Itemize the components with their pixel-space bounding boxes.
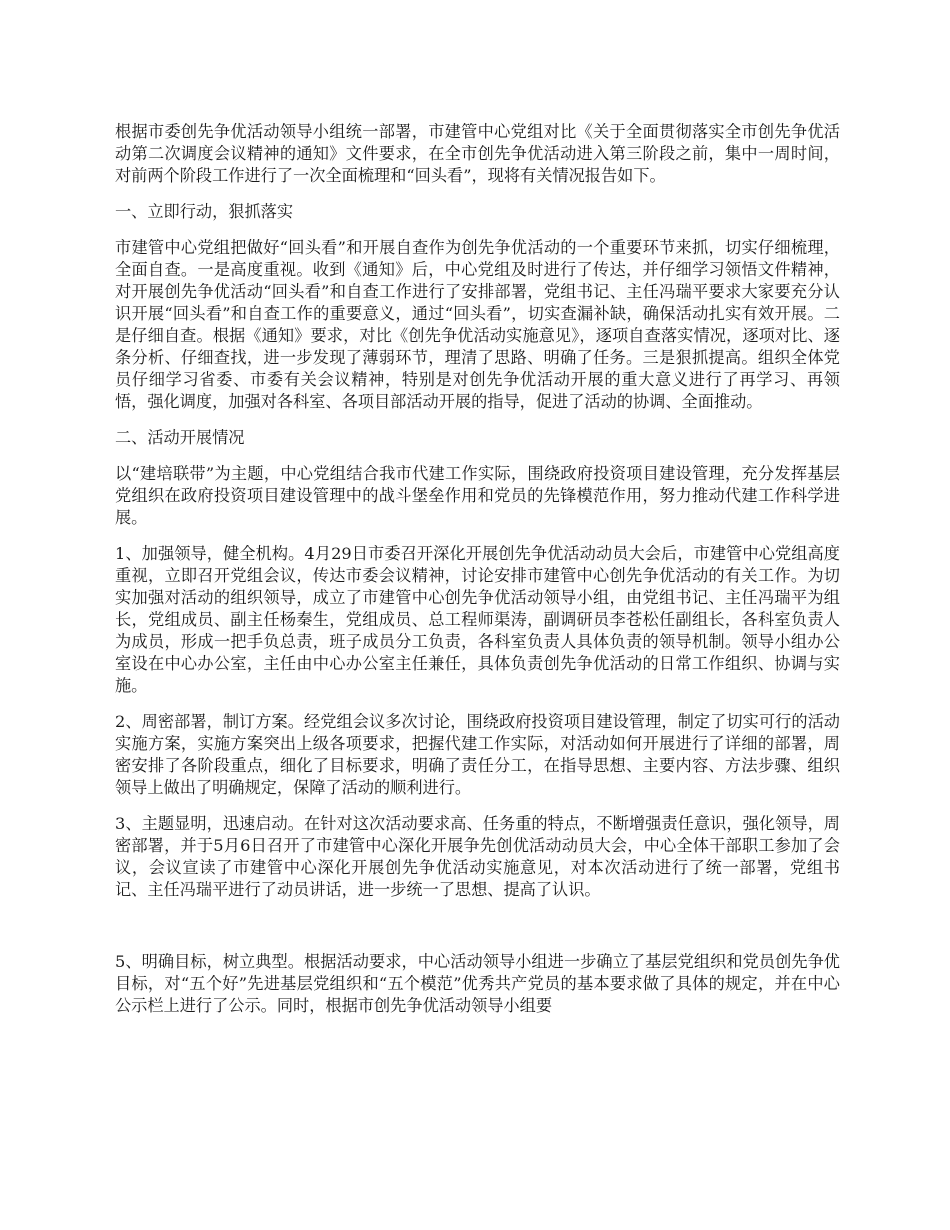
item-2-paragraph: 2、周密部署，制订方案。经党组会议多次讨论，围绕政府投资项目建设管理，制定了切实可行的活动实施方案，实施方案突出上级各项要求，把握代建工作实际，对活动如何开展进行了详细的部署，周密安排了各阶段重点，细化了目标要求，明确了责任分工，在指导思想、主要内容、方法步骤、组织领导上做出了明确规定，保障了活动的顺利进行。 xyxy=(115,712,840,797)
document-page xyxy=(115,121,840,1031)
blank-gap xyxy=(115,915,840,951)
section-2-heading: 二、活动开展情况 xyxy=(115,428,245,447)
item-3-paragraph: 3、主题显明，迅速启动。在针对这次活动要求高、任务重的特点，不断增强责任意识，强化领导，周密部署，并于5月6日召开了市建管中心深化开展争先创优活动动员大会，中心全体干部职工参加了会议，会议宣读了市建管中心深化开展创先争优活动实施意见，对本次活动进行了统一部署，党组书记、主任冯瑞平进行了动员讲话，进一步统一了思想、提高了认识。 xyxy=(115,814,840,899)
section-2-intro-paragraph: 以“建培联带”为主题，中心党组结合我市代建工作实际，围绕政府投资项目建设管理，充分发挥基层党组织在政府投资项目建设管理中的战斗堡垒作用和党员的先锋模范作用，努力推动代建工作科学进展。 xyxy=(115,464,840,527)
item-1-paragraph: 1、加强领导，健全机构。4月29日市委召开深化开展创先争优活动动员大会后，市建管中心党组高度重视，立即召开党组会议，传达市委会议精神，讨论安排市建管中心创先争优活动的有关工作。为切实加强对活动的组织领导，成立了市建管中心创先争优活动领导小组，由党组书记、主任冯瑞平为组长，党组成员、副主任杨秦生，党组成员、总工程师渠涛，副调研员李苍松任副组长，各科室负责人为成员，形成一把手负总责，班子成员分工负责，各科室负责人具体负责的领导机制。领导小组办公室设在中心办公室，主任由中心办公室主任兼任，具体负责创先争优活动的日常工作组织、协调与实施。 xyxy=(115,544,840,695)
section-1-paragraph: 市建管中心党组把做好“回头看”和开展自查作为创先争优活动的一个重要环节来抓，切实仔细梳理，全面自查。一是高度重视。收到《通知》后，中心党组及时进行了传达，并仔细学习领悟文件精神，对开展创先争优活动“回头看”和自查工作进行了安排部署，党组书记、主任冯瑞平要求大家要充分认识开展“回头看”和自查工作的重要意义，通过“回头看”，切实查漏补缺，确保活动扎实有效开展。二是仔细自查。根据《通知》要求，对比《创先争优活动实施意见》，逐项自查落实情况，逐项对比、逐条分析、仔细查找，进一步发现了薄弱环节，理清了思路、明确了任务。三是狠抓提高。组织全体党员仔细学习省委、市委有关会议精神，特别是对创先争优活动开展的重大意义进行了再学习、再领悟，强化调度，加强对各科室、各项目部活动开展的指导，促进了活动的协调、全面推动。 xyxy=(115,238,840,411)
section-1-heading: 一、立即行动，狠抓落实 xyxy=(115,202,294,221)
item-5-paragraph: 5、明确目标，树立典型。根据活动要求，中心活动领导小组进一步确立了基层党组织和党员创先争优目标，对“五个好”先进基层党组织和“五个模范”优秀共产党员的基本要求做了具体的规定，并在中心公示栏上进行了公示。同时，根据市创先争优活动领导小组要 xyxy=(115,952,840,1015)
intro-paragraph: 根据市委创先争优活动领导小组统一部署，市建管中心党组对比《关于全面贯彻落实全市创先争优活动第二次调度会议精神的通知》文件要求，在全市创先争优活动进入第三阶段之前，集中一周时间，对前两个阶段工作进行了一次全面梳理和“回头看”，现将有关情况报告如下。 xyxy=(115,122,840,185)
